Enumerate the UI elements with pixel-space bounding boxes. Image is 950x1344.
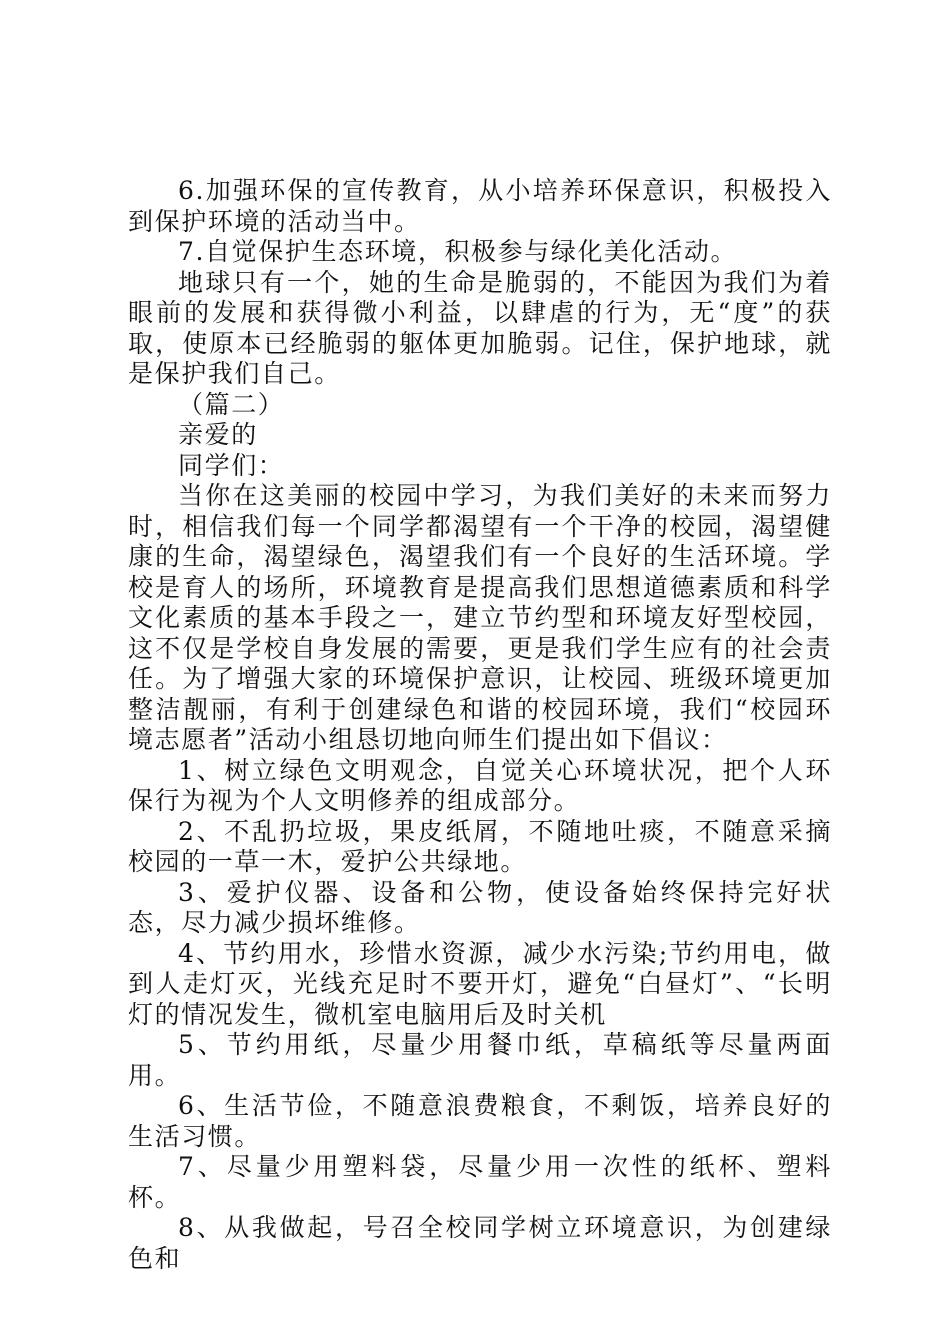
proposal-item-1: 1、树立绿色文明观念，自觉关心环境状况，把个人环保行为视为个人文明修养的组成部分。 — [128, 755, 832, 815]
proposal-item-6: 6、生活节俭，不随意浪费粮食，不剩饭，培养良好的生活习惯。 — [128, 1091, 832, 1151]
proposal-item-7: 7、尽量少用塑料袋，尽量少用一次性的纸杯、塑料杯。 — [128, 1152, 832, 1212]
proposal-item-8: 8、从我做起，号召全校同学树立环境意识，为创建绿色和 — [128, 1213, 832, 1273]
section-heading-part-two: （篇二） — [178, 389, 285, 419]
paragraph-earth-only-one: 地球只有一个，她的生命是脆弱的，不能因为我们为着眼前的发展和获得微小利益，以肆虐的行为，无“度”的获取，使原本已经脆弱的躯体更加脆弱。记住，保护地球，就是保护我们自己。 — [128, 267, 832, 388]
proposal-item-3: 3、爱护仪器、设备和公物，使设备始终保持完好状态，尽力减少损坏维修。 — [128, 877, 832, 937]
salutation-classmates: 同学们： — [178, 450, 285, 480]
proposal-item-4: 4、节约用水，珍惜水资源，减少水污染;节约用电，做到人走灯灭，光线充足时不要开灯，避免“白昼灯”、“长明灯的情况发生，微机室电脑用后及时关机 — [128, 938, 832, 1029]
paragraph-intro-proposal: 当你在这美丽的校园中学习，为我们美好的未来而努力时，相信我们每一个同学都渴望有一个干净的校园，渴望健康的生命，渴望绿色，渴望我们有一个良好的生活环境。学校是育人的场所，环境教育是提高我们思想道德素质和科学文化素质的基本手段之一，建立节约型和环境友好型校园，这不仅是学校自身发展的需要，更是我们学生应有的社会责任。为了增强大家的环境保护意识，让校园、班级环境更加整洁靓丽，有利于创建绿色和谐的校园环境，我们“校园环境志愿者”活动小组恳切地向师生们提出如下倡议： — [128, 481, 832, 754]
salutation-dear: 亲爱的 — [178, 420, 258, 449]
document-body — [128, 176, 832, 1274]
proposal-item-2: 2、不乱扔垃圾，果皮纸屑，不随地吐痰，不随意采摘校园的一草一木，爱护公共绿地。 — [128, 816, 832, 876]
paragraph-item-6-publicity: 6.加强环保的宣传教育，从小培养环保意识，积极投入到保护环境的活动当中。 — [128, 176, 832, 236]
paragraph-item-7-ecology: 7.自觉保护生态环境，积极参与绿化美化活动。 — [178, 237, 738, 266]
proposal-item-5: 5、节约用纸，尽量少用餐巾纸，草稿纸等尽量两面用。 — [128, 1030, 832, 1090]
